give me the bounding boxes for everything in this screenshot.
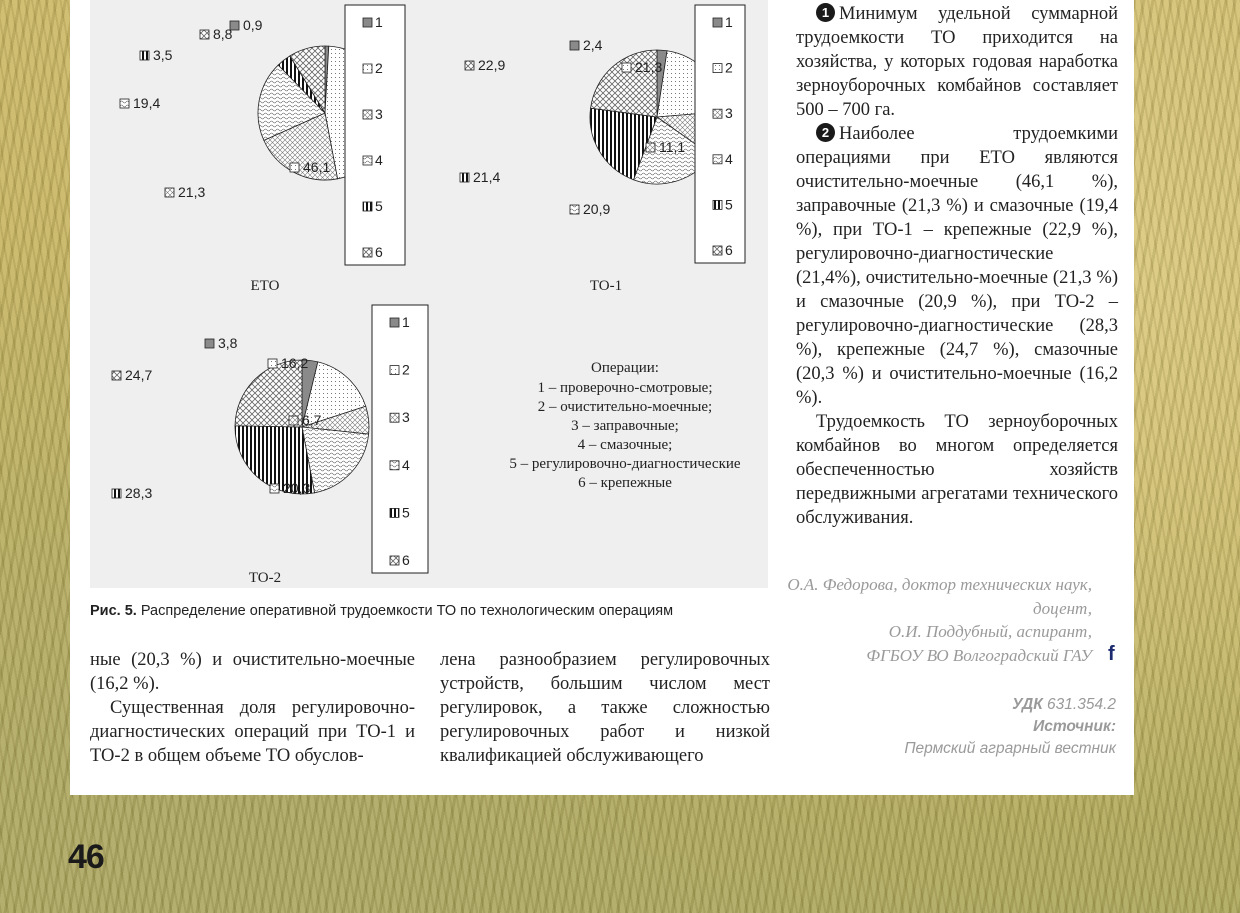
chart-title: ТО-2 — [248, 570, 282, 586]
chart-title: ЕТО — [250, 278, 280, 294]
data-label: 24,7 — [125, 367, 153, 383]
legend-label: 3 — [375, 106, 383, 122]
legend-swatch — [200, 30, 209, 39]
legend-swatch — [165, 188, 174, 197]
number-badge-icon: 1 — [816, 3, 835, 22]
legend-label: 5 — [375, 198, 383, 214]
paragraph: ные (20,3 %) и очистительно-моечные (16,2 %). — [90, 650, 415, 694]
legend-swatch — [290, 163, 299, 172]
data-label: 22,9 — [478, 57, 506, 73]
legend-label: 5 — [402, 504, 410, 521]
legend-swatch — [363, 156, 372, 165]
paragraph: Существенная доля регулировочно-диагностических операций при ТО-1 и ТО-2 в общем объеме ТО обуслов- — [90, 698, 415, 766]
data-label: 8,8 — [213, 26, 233, 42]
legend-swatch — [390, 366, 399, 375]
legend-box — [372, 305, 428, 573]
data-label: 6,7 — [302, 412, 322, 428]
legend-swatch — [120, 99, 129, 108]
author-block — [762, 573, 1092, 667]
highlight-paragraph-2 — [796, 122, 1118, 410]
data-label: 21,3 — [178, 184, 206, 200]
source-block — [796, 694, 1116, 760]
legend-label: 1 — [402, 314, 410, 330]
legend-label: 2 — [402, 361, 410, 378]
legend-box — [695, 5, 745, 263]
operation-item: 3 – заправочные; — [571, 418, 679, 434]
data-label: 2,4 — [583, 37, 603, 53]
data-label: 3,8 — [218, 335, 238, 351]
legend-swatch — [460, 173, 469, 182]
udk-label: УДК — [1012, 696, 1043, 713]
legend-label: 4 — [725, 150, 733, 167]
data-label: 20,3 — [283, 480, 311, 496]
paragraph: Трудоемкость ТО зерноуборочных комбайнов во многом определяется обеспеченностью хозяйств передвижными агрегатами технического обслуживания. — [796, 412, 1118, 528]
legend-swatch — [390, 318, 399, 327]
legend-label: 1 — [725, 14, 733, 30]
legend-swatch — [363, 202, 372, 211]
legend-swatch — [112, 489, 121, 498]
legend-label: 3 — [725, 105, 733, 122]
figure-area — [90, 0, 768, 588]
legend-swatch — [713, 64, 722, 73]
legend-swatch — [570, 205, 579, 214]
legend-label: 6 — [725, 242, 733, 258]
pie-chart-2 — [460, 5, 745, 294]
pie-chart-3 — [112, 305, 428, 586]
legend-swatch — [268, 359, 277, 368]
legend-swatch — [713, 200, 722, 209]
data-label: 20,9 — [583, 201, 611, 217]
legend-swatch — [112, 371, 121, 380]
data-label: 21,3 — [635, 59, 663, 75]
legend-label: 4 — [402, 456, 410, 473]
data-label: 11,1 — [659, 139, 686, 155]
caption-text: Распределение оперативной трудоемкости ТО по технологическим операциям — [136, 603, 674, 619]
legend-swatch — [363, 110, 372, 119]
legend-swatch — [570, 41, 579, 50]
data-label: 28,3 — [125, 485, 153, 501]
legend-swatch — [713, 18, 722, 27]
text-column-left — [90, 648, 415, 768]
legend-label: 4 — [375, 152, 383, 168]
legend-box — [345, 5, 405, 265]
data-label: 0,9 — [243, 17, 263, 33]
legend-swatch — [622, 63, 631, 72]
udk-value: 631.354.2 — [1042, 696, 1116, 713]
operations-title: Операции: — [591, 360, 659, 376]
caption-label: Рис. 5. — [90, 603, 137, 619]
author-line: О.А. Федорова, доктор технических наук, доцент, — [787, 575, 1092, 618]
legend-label: 2 — [375, 60, 383, 76]
legend-swatch — [390, 508, 399, 517]
legend-swatch — [289, 416, 298, 425]
data-label: 16,2 — [281, 355, 309, 371]
legend-swatch — [713, 109, 722, 118]
legend-swatch — [390, 413, 399, 422]
chart-title: ТО-1 — [589, 278, 623, 294]
operation-item: 2 – очистительно-моечные; — [537, 399, 713, 415]
author-line: О.И. Поддубный, аспирант, — [888, 622, 1092, 641]
data-label: 46,1 — [303, 159, 331, 175]
operation-item: 5 – регулировочно-диагностические — [509, 456, 741, 472]
source-label: Источник: — [1033, 718, 1116, 735]
legend-label: 3 — [402, 409, 410, 426]
pie-chart-1 — [120, 5, 405, 294]
text-column-right — [796, 2, 1118, 530]
legend-swatch — [205, 339, 214, 348]
legend-swatch — [390, 461, 399, 470]
data-label: 19,4 — [133, 95, 161, 111]
facebook-icon[interactable]: f — [1108, 643, 1115, 665]
legend-swatch — [390, 556, 399, 565]
operation-item: 1 – проверочно-смотровые; — [537, 380, 713, 396]
highlight-paragraph-1 — [796, 2, 1118, 122]
number-badge-icon: 2 — [816, 123, 835, 142]
paragraph-text: Минимум удельной суммарной трудоемкости ТО приходится на хозяйства, у которых годовая наработка зерноуборочных комбайнов составляет 500 – 700 га. — [796, 4, 1118, 120]
text-column-middle — [440, 648, 770, 768]
data-label: 3,5 — [153, 47, 173, 63]
legend-label: 5 — [725, 196, 733, 213]
author-line: ФГБОУ ВО Волгоградский ГАУ — [866, 645, 1092, 665]
operation-item: 4 – смазочные; — [577, 437, 673, 453]
legend-label: 6 — [375, 244, 383, 260]
legend-swatch — [270, 484, 279, 493]
source-value: Пермский аграрный вестник — [904, 740, 1116, 757]
legend-swatch — [465, 61, 474, 70]
page-number: 46 — [68, 838, 104, 876]
legend-label: 1 — [375, 14, 383, 30]
legend-swatch — [713, 246, 722, 255]
paragraph: лена разнообразием регулировочных устройств, большим числом мест регулировок, а также сложностью регулировочных работ и низкой квалификацией обслуживающего — [440, 650, 770, 766]
legend-label: 2 — [725, 59, 733, 76]
legend-swatch — [363, 64, 372, 73]
pie-charts-figure — [90, 0, 768, 588]
legend-swatch — [140, 51, 149, 60]
legend-swatch — [713, 155, 722, 164]
legend-swatch — [363, 248, 372, 257]
legend-swatch — [646, 143, 655, 152]
legend-swatch — [363, 18, 372, 27]
paragraph-text: Наиболее трудоемкими операциями при ЕТО являются очистительно-моечные (46,1 %), заправочные (21,3 %) и смазочные (19,4 %), при ТО-1 – крепежные (22,9 %), регулировочно-диагностические (21,4%), очистительно-моечные (21,3 %) и смазочные (20,9 %), при ТО-2 – регулировочно-диагностические (28,3 %), крепежные (24,7 %), смазочные (20,3 %) и очистительно-моечные (16,2 %). — [796, 124, 1118, 408]
figure-caption — [90, 603, 780, 619]
udk-line — [796, 694, 1116, 716]
legend-label: 6 — [402, 552, 410, 568]
data-label: 21,4 — [473, 169, 501, 185]
operation-item: 6 – крепежные — [578, 475, 672, 491]
